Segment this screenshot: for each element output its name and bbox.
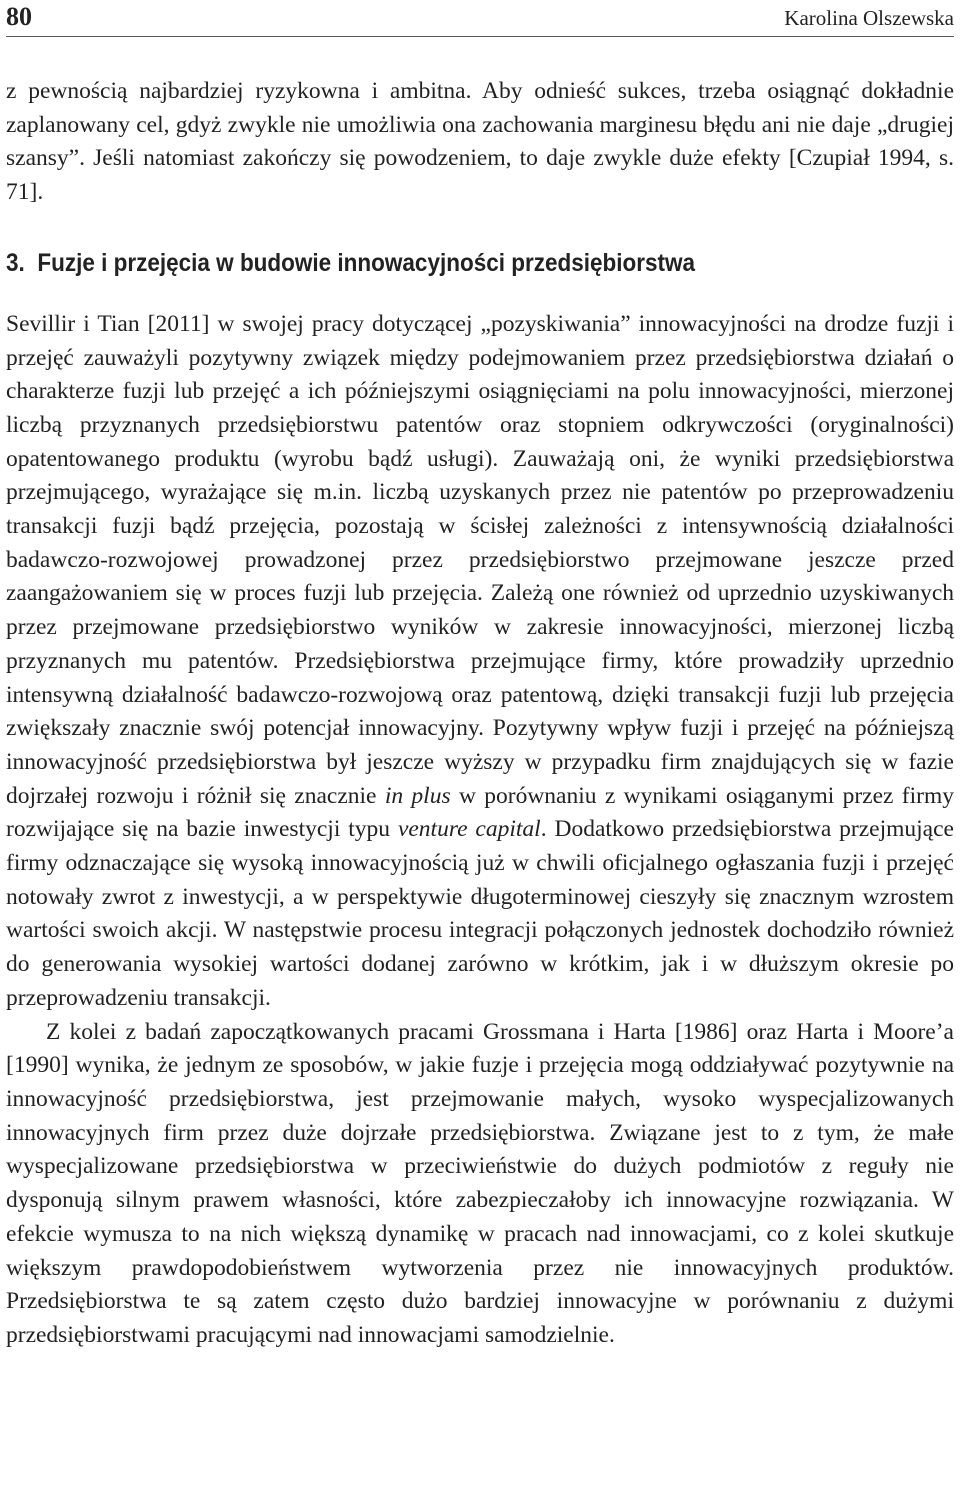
- section-number: 3.: [6, 248, 25, 277]
- italic-in-plus: in plus: [384, 782, 451, 809]
- page-header: [6, 0, 954, 37]
- page-content: [6, 37, 954, 1353]
- section-title: Fuzje i przejęcia w budowie innowacyjności przedsiębiorstwa: [37, 248, 696, 277]
- paragraph-main-text-1: Sevillir i Tian [2011] w swojej pracy dotyczącej „pozyskiwania” innowacyjności na drodze fuzji i przejęć zauważyli pozytywny związek między podejmowaniem przez przedsiębiorstwa działań o charakterze fuzji lub przejęć a ich późniejszymi osiągnięciami na polu innowacyjności, mierzonej liczbą przyznanych przedsiębiorstwu patentów oraz stopniem odkrywczości (oryginalności) opatentowanego produktu (wyrobu bądź usługi). Zauważają oni, że wyniki przedsiębiorstwa przejmującego, wyrażające się m.in. liczbą uzyskanych przez nie patentów po przeprowadzeniu transakcji fuzji bądź przejęcia, pozostają w ścisłej zależności z intensywnością działalności badawczo-rozwojowej prowadzonej przez przedsiębiorstwo przejmowane jeszcze przed zaangażowaniem się w proces fuzji lub przejęcia. Zależą one również od uprzednio uzyskiwanych przez przejmowane przedsiębiorstwo wyników w zakresie innowacyjności, mierzonej liczbą przyznanych mu patentów. Przedsiębiorstwa przejmujące firmy, które prowadziły uprzednio intensywną działalność badawczo-rozwojową oraz patentową, dzięki transakcji fuzji lub przejęcia zwiększały znacznie swój potencjał innowacyjny. Pozytywny wpływ fuzji i przejęć na późniejszą innowacyjność przedsiębiorstwa był jeszcze wyższy w przypadku firm znajdujących się w fazie dojrzałej rozwoju i różnił się znacznie: [6, 310, 954, 809]
- paragraph-main: [6, 308, 954, 1016]
- running-head-author: Karolina Olszewska: [784, 6, 954, 30]
- paragraph-main-text-3: . Dodatkowo przedsiębiorstwa przejmujące firmy odznaczające się wysoką innowacyjnością już w chwili oficjalnego ogłaszania fuzji i przejęć notowały zwrot z inwestycji, a w perspektywie długoterminowej cieszyły się znacznym wzrostem wartości swoich akcji. W następstwie procesu integracji połączonych jednostek dochodziło również do generowania wysokiej wartości dodanej zarówno w krótkim, jak i w dłuższym okresie po przeprowadzeniu transakcji.: [6, 816, 954, 1011]
- page-number: 80: [6, 2, 32, 31]
- paragraph-grossman-hart: Z kolei z badań zapoczątkowanych pracami Grossmana i Harta [1986] oraz Harta i Moore’a [1990] wynika, że jednym ze sposobów, w jakie fuzje i przejęcia mogą oddziaływać pozytywnie na innowacyjność przedsiębiorstwa, jest przejmowanie małych, wysoko wyspecjalizowanych innowacyjnych firm przez duże dojrzałe przedsiębiorstwa. Związane jest to z tym, że małe wyspecjalizowane przedsiębiorstwa w przeciwieństwie do dużych podmiotów z reguły nie dysponują silnym prawem własności, które zabezpieczałoby ich innowacyjne rozwiązania. W efekcie wymusza to na nich większą dynamikę w pracach nad innowacjami, co z kolei skutkuje większym prawdopodobieństwem wytworzenia przez nie innowacyjnych produktów. Przedsiębiorstwa te są zatem często dużo bardziej innowacyjne w porównaniu z dużymi przedsiębiorstwami pracującymi nad innowacjami samodzielnie.: [6, 1018, 954, 1348]
- paragraph-intro: z pewnością najbardziej ryzykowna i ambitna. Aby odnieść sukces, trzeba osiągnąć dokładnie zaplanowany cel, gdyż zwykle nie umożliwia ona zachowania marginesu błędu ani nie daje „drugiej szansy”. Jeśli natomiast zakończy się powodzeniem, to daje zwykle duże efekty [Czupiał 1994, s. 71].: [6, 78, 954, 206]
- section-heading: [6, 246, 859, 280]
- paragraph-main-text-2: w porównaniu z wynikami osiąganymi przez firmy rozwijające się na bazie inwestycji typu: [6, 782, 954, 843]
- italic-venture-capital: venture capital: [397, 816, 541, 843]
